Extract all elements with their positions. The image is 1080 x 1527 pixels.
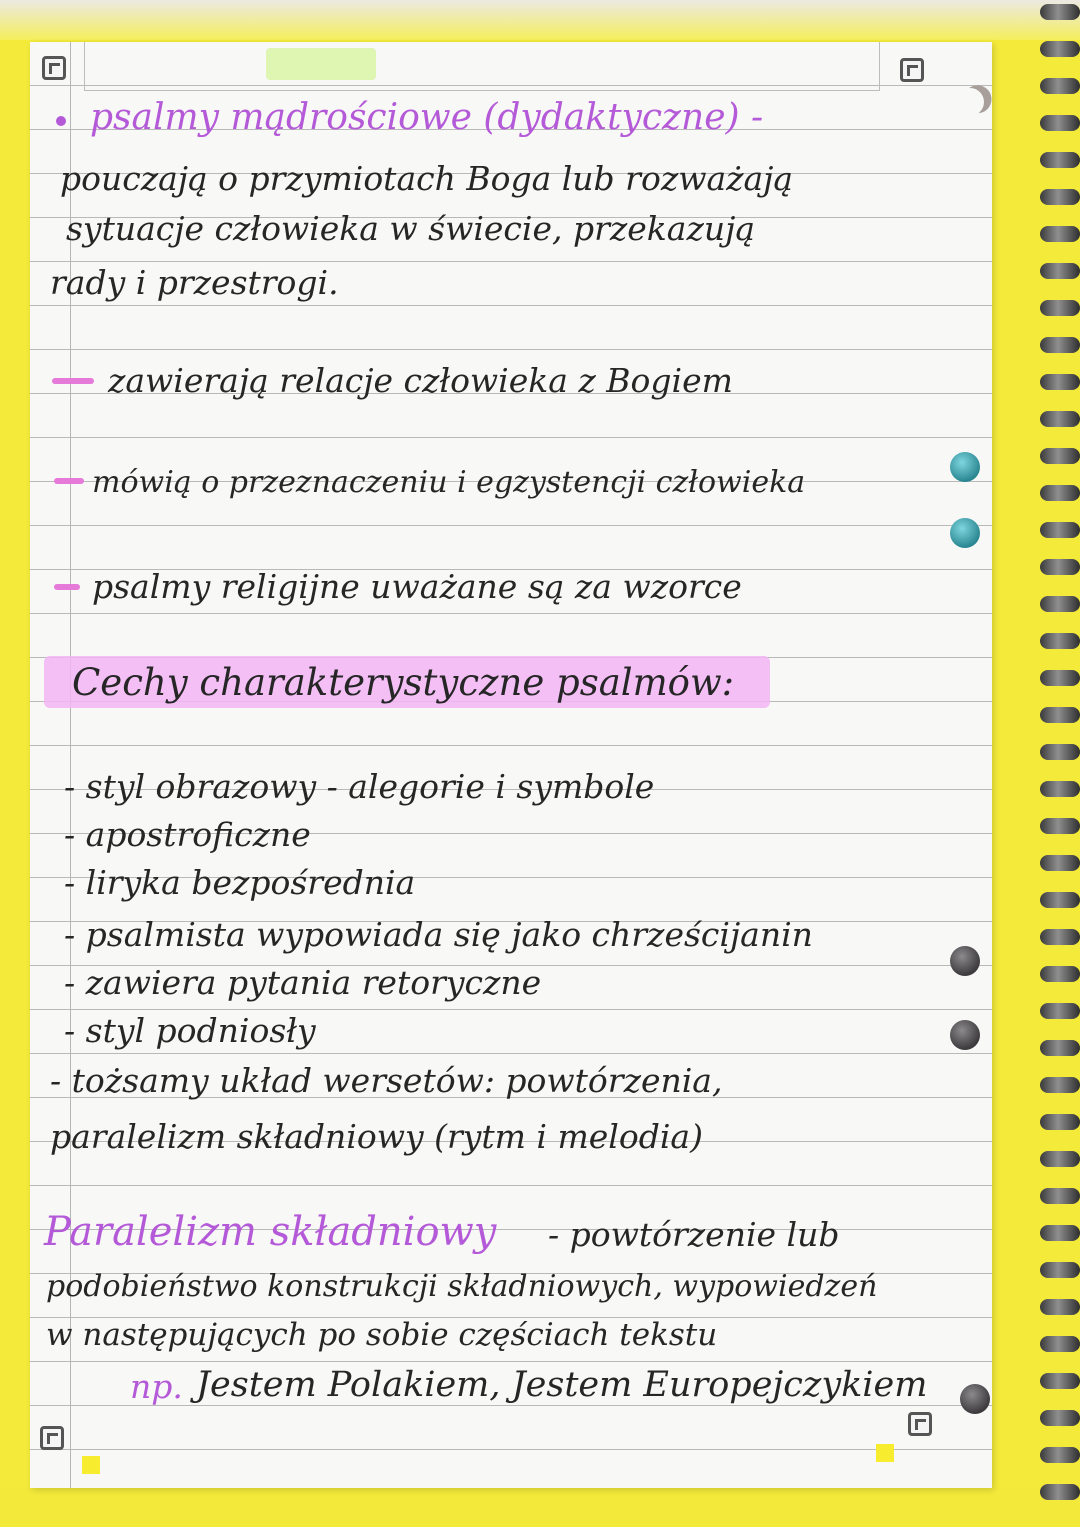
- spiral-coil: [1040, 1077, 1080, 1093]
- features-heading: Cechy charakterystyczne psalmów:: [72, 661, 735, 704]
- spiral-coil: [1040, 485, 1080, 501]
- spiral-coil: [1040, 707, 1080, 723]
- spiral-coil: [1040, 337, 1080, 353]
- point-item: mówią o przeznaczeniu i egzystencji człowieka: [92, 465, 806, 500]
- spiral-coil: [1040, 226, 1080, 242]
- spiral-coil: [1040, 855, 1080, 871]
- feature-item: - styl podniosły: [64, 1011, 316, 1050]
- spiral-coil: [1040, 263, 1080, 279]
- spiral-coil: [1040, 448, 1080, 464]
- corner-marker-icon: [42, 56, 66, 80]
- spiral-coil: [1040, 929, 1080, 945]
- parallelism-definition: - powtórzenie lub: [548, 1215, 840, 1254]
- spiral-coil: [1040, 41, 1080, 57]
- spiral-coil: [1040, 374, 1080, 390]
- spiral-coil: [1040, 300, 1080, 316]
- yellow-square-mark: [876, 1444, 894, 1462]
- spiral-coil: [1040, 1114, 1080, 1130]
- binder-hole: [950, 518, 980, 548]
- pink-dash: [52, 378, 94, 384]
- spiral-coil: [1040, 781, 1080, 797]
- spiral-binding: [1040, 0, 1080, 1527]
- spiral-coil: [1040, 1188, 1080, 1204]
- corner-marker-icon: [900, 58, 924, 82]
- spiral-coil: [1040, 78, 1080, 94]
- spiral-coil: [1040, 115, 1080, 131]
- spiral-coil: [1040, 744, 1080, 760]
- corner-marker-icon: [908, 1412, 932, 1436]
- spiral-coil: [1040, 892, 1080, 908]
- point-item: psalmy religijne uważane są za wzorce: [92, 567, 742, 606]
- parallelism-definition: w następujących po sobie częściach tekstu: [46, 1317, 718, 1353]
- background-top: [0, 0, 1080, 40]
- spiral-coil: [1040, 1484, 1080, 1500]
- point-item: zawierają relacje człowieka z Bogiem: [108, 361, 733, 400]
- feature-item: - psalmista wypowiada się jako chrześcijanin: [64, 915, 813, 954]
- spiral-coil: [1040, 4, 1080, 20]
- spiral-coil: [1040, 1299, 1080, 1315]
- spiral-coil: [1040, 1447, 1080, 1463]
- spiral-coil: [1040, 966, 1080, 982]
- spiral-coil: [1040, 522, 1080, 538]
- spiral-coil: [1040, 1262, 1080, 1278]
- feature-item: - styl obrazowy - alegorie i symbole: [64, 767, 655, 806]
- pink-dash: [54, 584, 80, 590]
- binder-hole: [950, 1020, 980, 1050]
- spiral-coil: [1040, 189, 1080, 205]
- wisdom-psalms-line: rady i przestrogi.: [50, 263, 339, 302]
- spiral-coil: [1040, 1373, 1080, 1389]
- page-header-box: [84, 42, 880, 91]
- wisdom-psalms-line: pouczają o przymiotach Boga lub rozważają: [60, 159, 794, 198]
- spiral-coil: [1040, 1336, 1080, 1352]
- bullet-point: [56, 116, 66, 126]
- pink-dash: [54, 478, 84, 484]
- feature-continuation: paralelizm składniowy (rytm i melodia): [50, 1117, 703, 1156]
- sticky-tab: [266, 48, 376, 80]
- example-label: np.: [130, 1367, 183, 1406]
- spiral-coil: [1040, 1040, 1080, 1056]
- wisdom-psalms-line: sytuacje człowieka w świecie, przekazują: [66, 209, 756, 248]
- spiral-coil: [1040, 1003, 1080, 1019]
- example-text: Jestem Polakiem, Jestem Europejczykiem: [196, 1365, 928, 1405]
- feature-item: - liryka bezpośrednia: [64, 863, 416, 902]
- spiral-coil: [1040, 633, 1080, 649]
- spiral-coil: [1040, 596, 1080, 612]
- spiral-coil: [1040, 1225, 1080, 1241]
- binder-hole: [960, 1384, 990, 1414]
- corner-marker-icon: [40, 1426, 64, 1450]
- spiral-coil: [1040, 152, 1080, 168]
- binder-hole: [950, 946, 980, 976]
- spiral-coil: [1040, 559, 1080, 575]
- spiral-coil: [1040, 670, 1080, 686]
- spiral-coil: [1040, 818, 1080, 834]
- feature-item: - apostroficzne: [64, 815, 311, 854]
- yellow-square-mark: [82, 1456, 100, 1474]
- feature-item: - tożsamy układ wersetów: powtórzenia,: [50, 1061, 723, 1100]
- feature-item: - zawiera pytania retoryczne: [64, 963, 542, 1002]
- parallelism-term: Paralelizm składniowy: [44, 1209, 497, 1255]
- background-bottom: [0, 1488, 1080, 1527]
- spiral-coil: [1040, 411, 1080, 427]
- wisdom-psalms-heading: psalmy mądrościowe (dydaktyczne) -: [90, 97, 764, 138]
- spiral-coil: [1040, 1410, 1080, 1426]
- spiral-coil: [1040, 1151, 1080, 1167]
- binder-hole: [950, 452, 980, 482]
- parallelism-definition: podobieństwo konstrukcji składniowych, wypowiedzeń: [46, 1269, 878, 1304]
